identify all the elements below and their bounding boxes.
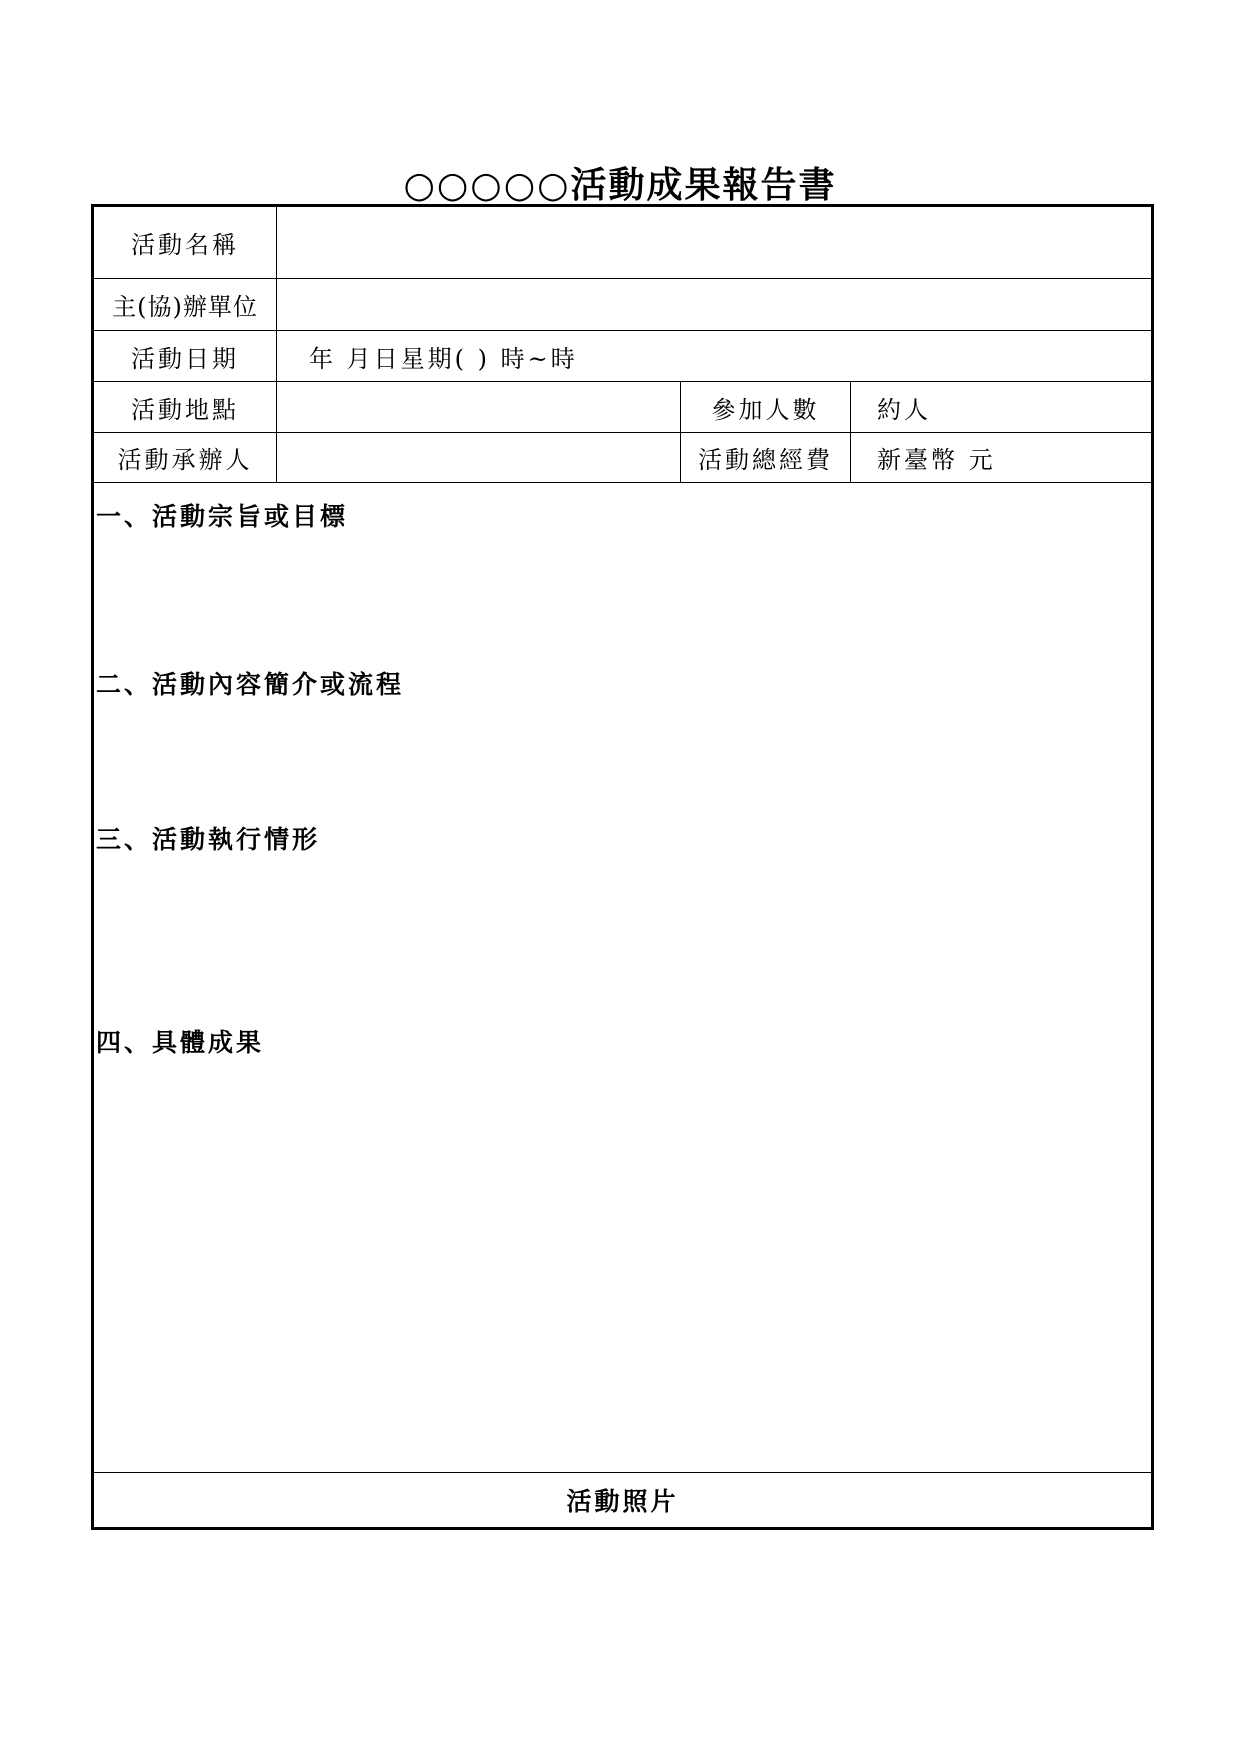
section-heading: 三、活動執行情形 bbox=[96, 825, 321, 854]
date-label: 活動日期 bbox=[131, 344, 239, 373]
activity-name-field[interactable] bbox=[276, 207, 1151, 278]
handler-row bbox=[94, 433, 1151, 483]
budget-field[interactable]: 新臺幣 元 bbox=[850, 433, 1151, 482]
section-heading: 四、具體成果 bbox=[96, 1028, 265, 1057]
participants-field[interactable]: 約人 bbox=[850, 382, 1151, 432]
activity-name-label: 活動名稱 bbox=[131, 231, 239, 259]
page-title: ○○○○○活動成果報告書 bbox=[403, 164, 837, 206]
participants-label: 參加人數 bbox=[680, 382, 850, 432]
location-label: 活動地點 bbox=[131, 395, 239, 424]
activity-name-row bbox=[94, 207, 1151, 279]
report-form bbox=[91, 204, 1154, 1530]
section-heading: 一、活動宗旨或目標 bbox=[96, 502, 349, 531]
handler-field[interactable] bbox=[276, 433, 680, 482]
organizer-row bbox=[94, 279, 1151, 331]
budget-label: 活動總經費 bbox=[680, 433, 850, 482]
section-heading: 二、活動內容簡介或流程 bbox=[96, 670, 405, 699]
date-row bbox=[94, 331, 1151, 382]
organizer-label: 主(協)辦單位 bbox=[112, 293, 258, 321]
location-field[interactable] bbox=[276, 382, 680, 432]
date-field[interactable]: 年 月日星期( ) 時~時 bbox=[276, 331, 1151, 381]
photos-row bbox=[94, 1473, 1151, 1527]
handler-label: 活動承辦人 bbox=[117, 446, 253, 474]
organizer-field[interactable] bbox=[276, 279, 1151, 330]
location-row bbox=[94, 382, 1151, 433]
photos-label: 活動照片 bbox=[566, 1487, 679, 1516]
narrative-area[interactable] bbox=[94, 483, 1151, 1473]
